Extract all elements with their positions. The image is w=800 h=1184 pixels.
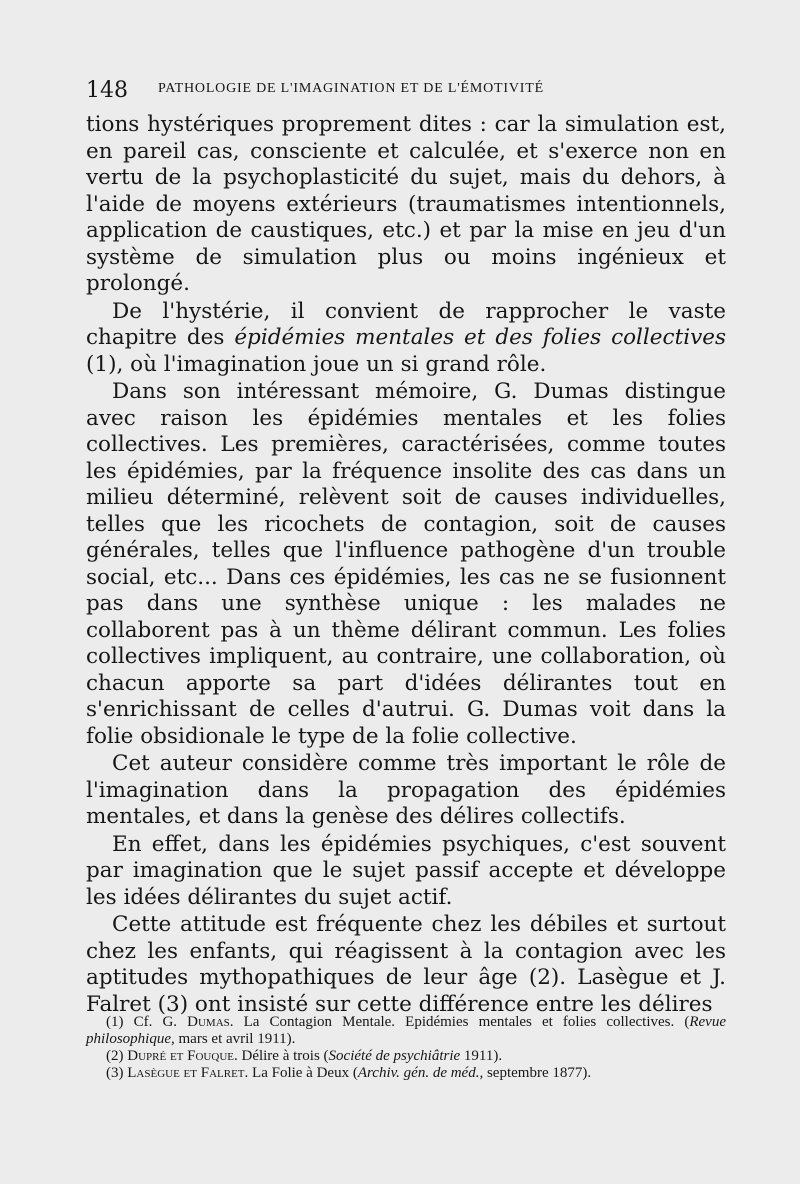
footnote-1-source: Revue philosophique, — [86, 1014, 726, 1047]
footnote-1-author: Dumas — [187, 1014, 230, 1030]
footnote-2-source: Société de psychiâtrie — [328, 1048, 461, 1064]
footnote-3-marker: (3) — [106, 1065, 128, 1081]
footnote-3-text: . La Folie à Deux ( — [244, 1065, 358, 1081]
page-header — [86, 74, 726, 108]
paragraph-1: tions hystériques proprement dites : car la simulation est, en pareil cas, consciente et calculée, et s'exerce non en vertu de la psychoplasticité du sujet, mais du dehors, à l'aide de moyens extérieurs (traumatismes intentionnels, application de caustiques, etc.) et par la mise en jeu d'un système de simulation plus ou moins ingénieux et prolongé. — [86, 112, 726, 296]
paragraph-2-after: (1), où l'imagination joue un si grand rôle. — [86, 351, 547, 377]
footnote-1 — [86, 1014, 726, 1048]
footnote-2-rest: 1911). — [460, 1048, 503, 1064]
footnote-2-marker: (2) — [106, 1048, 128, 1064]
paragraph-2-emphasis: épidémies mentales et des folies collectives — [234, 325, 726, 350]
paragraph-3: Dans son intéressant mémoire, G. Dumas distingue avec raison les épidémies mentales et les folies collectives. Les premières, caractérisées, comme toutes les épidémies, par la fréquence insolite des cas dans un milieu déterminé, relèvent soit de causes individuelles, telles que les ricochets de contagion, soit de causes générales, telles que l'influence pathogène d'un trouble social, etc... Dans ces épidémies, les cas ne se fusionnent pas dans une synthèse unique : les malades ne collaborent pas à un thème délirant commun. Les folies collectives impliquent, au contraire, une collaboration, où chacun apporte sa part d'idées délirantes tout en s'enrichissant de celles d'autrui. G. Dumas voit dans la folie obsidionale le type de la folie collective. — [86, 379, 726, 749]
footnote-1-rest: mars et avril 1911). — [174, 1031, 296, 1047]
footnote-2-text: . Délire à trois ( — [233, 1048, 329, 1064]
paragraph-5: En effet, dans les épidémies psychiques, c'est souvent par imagination que le sujet passif accepte et développe les idées délirantes du sujet actif. — [86, 831, 726, 910]
footnote-3-authors: Lasègue et Falret — [127, 1065, 245, 1081]
footnote-1-marker: (1) Cf. G. — [106, 1014, 188, 1030]
running-title: PATHOLOGIE DE L'IMAGINATION ET DE L'ÉMOTIVITÉ — [158, 81, 544, 96]
footnote-2 — [86, 1048, 726, 1065]
footnote-3-rest: septembre 1877). — [483, 1065, 592, 1081]
footnote-3 — [86, 1065, 726, 1082]
footnote-2-authors: Dupré et Fouque — [127, 1048, 234, 1064]
footnote-3-source: Archiv. gén. de méd., — [357, 1065, 484, 1081]
page-number: 148 — [86, 78, 128, 103]
body-text — [86, 112, 726, 1018]
footnote-1-text: . La Contagion Mentale. Epidémies mentales et folies collectives. ( — [229, 1014, 690, 1030]
footnotes — [86, 1014, 726, 1082]
paragraph-2 — [86, 299, 726, 379]
paragraph-6: Cette attitude est fréquente chez les débiles et surtout chez les enfants, qui réagissent à la contagion avec les aptitudes mythopathiques de leur âge (2). Lasègue et J. Falret (3) ont insisté sur cette différence entre les délires — [86, 912, 726, 1017]
paragraph-4: Cet auteur considère comme très important le rôle de l'imagination dans la propagation des épidémies mentales, et dans la genèse des délires collectifs. — [86, 751, 726, 829]
paragraph-2-before: De l'hystérie, il convient de rapprocher le vaste chapitre des — [86, 298, 726, 350]
